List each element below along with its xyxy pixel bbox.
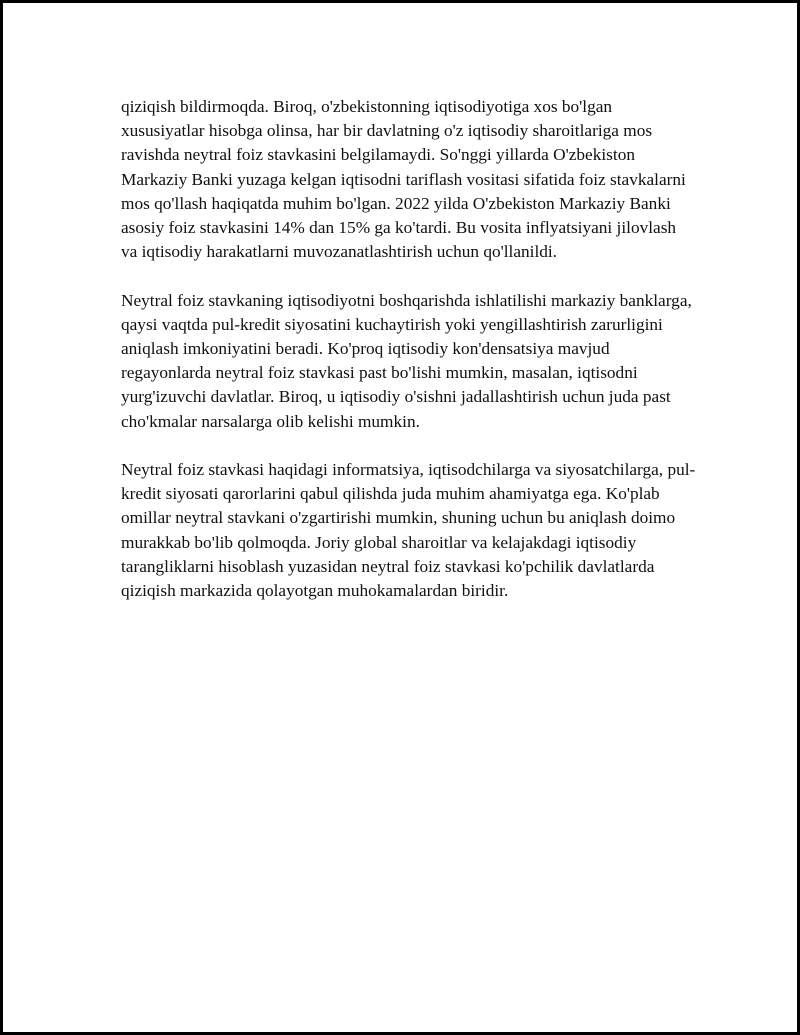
paragraph: qiziqish bildirmoqda. Biroq, o'zbekistonning iqtisodiyotiga xos bo'lgan xususiyatlar hisobga olinsa, har bir davlatning o'z iqtisodiy sharoitlariga mos ravishda neytral foiz stavkasini belgilamaydi. So'nggi yillarda O'zbekiston Markaziy Banki yuzaga kelgan iqtisodni tariflash vositasi sifatida foiz stavkalarni mos qo'llash haqiqatda muhim bo'lgan. 2022 yilda O'zbekiston Markaziy Banki asosiy foiz stavkasini 14% dan 15% ga ko'tardi. Bu vosita inflyatsiyani jilovlash va iqtisodiy harakatlarni muvozanatlashtirish uchun qo'llanildi. xyxy=(121,97,686,262)
document-body xyxy=(121,95,696,627)
paragraph: Neytral foiz stavkasi haqidagi informatsiya, iqtisodchilarga va siyosatchilarga, pul-kredit siyosati qarorlarini qabul qilishda juda muhim ahamiyatga ega. Ko'plab omillar neytral stavkani o'zgartirishi mumkin, shuning uchun bu aniqlash doimo murakkab bo'lib qolmoqda. Joriy global sharoitlar va kelajakdagi iqtisodiy tarangliklarni hisoblash yuzasidan neytral foiz stavkasi ko'pchilik davlatlarda qiziqish markazida qolayotgan muhokamalardan biridir. xyxy=(121,460,696,601)
paragraph: Neytral foiz stavkaning iqtisodiyotni boshqarishda ishlatilishi markaziy banklarga, qaysi vaqtda pul-kredit siyosatini kuchaytirish yoki yengillashtirish zarurligini aniqlash imkoniyatini beradi. Ko'proq iqtisodiy kon'densatsiya mavjud regayonlarda neytral foiz stavkasi past bo'lishi mumkin, masalan, iqtisodni yurg'izuvchi davlatlar. Biroq, u iqtisodiy o'sishni jadallashtirish uchun juda past cho'kmalar narsalarga olib kelishi mumkin. xyxy=(121,290,692,431)
